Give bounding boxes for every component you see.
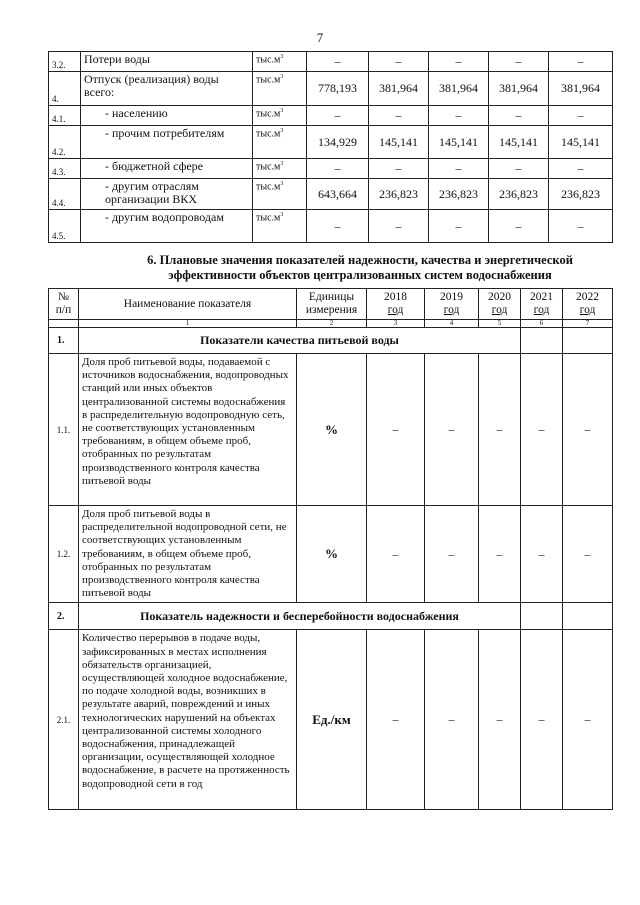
value-cell: – <box>367 506 425 603</box>
value-cell: – <box>367 354 425 506</box>
row-unit: $тыс.м^3$ <box>253 52 307 72</box>
column-number: 2 <box>297 320 367 328</box>
value-cell: – <box>429 210 489 243</box>
value-cell: – <box>367 630 425 810</box>
value-cell: – <box>307 52 369 72</box>
header-year: 2019 год <box>425 289 479 320</box>
value-cell: – <box>307 159 369 179</box>
empty-cell <box>563 328 613 354</box>
value-cell: – <box>549 210 613 243</box>
row-number: 1.2. <box>49 506 79 603</box>
value-cell: 236,823 <box>369 179 429 210</box>
value-cell: 145,141 <box>369 126 429 159</box>
value-cell: – <box>549 159 613 179</box>
value-cell: – <box>425 630 479 810</box>
column-number: 4 <box>425 320 479 328</box>
value-cell: – <box>425 354 479 506</box>
value-cell: – <box>369 106 429 126</box>
value-cell: 145,141 <box>489 126 549 159</box>
section-title-line1: 6. Плановые значения показателей надежности, качества и энергетической <box>147 253 573 267</box>
row-unit: $тыс.м^3$ <box>253 126 307 159</box>
row-name: Количество перерывов в подаче воды, зафиксированных в местах исполнения обязательств организацией, осуществляющей холодное водоснабжение, по подаче холодной воды, возникших в результате аварий, повреждений и иных технологических нарушений на объектах централизованной системы холодного водоснабжения, принадлежащей организации, осуществляющей холодное водоснабжение, в расчете на протяженность водопроводной сети в год <box>79 630 297 810</box>
header-year: 2021 год <box>521 289 563 320</box>
table-row <box>49 106 613 126</box>
row-name: Отпуск (реализация) воды всего: <box>81 72 253 106</box>
column-number: 7 <box>563 320 613 328</box>
value-cell: – <box>489 210 549 243</box>
empty-cell <box>521 328 563 354</box>
column-number: 1 <box>79 320 297 328</box>
empty-cell <box>521 603 563 630</box>
value-cell: 778,193 <box>307 72 369 106</box>
page-number: 7 <box>316 30 324 45</box>
row-number: 4.2. <box>49 126 81 159</box>
value-cell: – <box>549 106 613 126</box>
column-number: 3 <box>367 320 425 328</box>
row-unit: Ед./км <box>297 630 367 810</box>
value-cell: – <box>429 159 489 179</box>
value-cell: 643,664 <box>307 179 369 210</box>
water-balance-table <box>48 51 613 243</box>
value-cell: – <box>549 52 613 72</box>
row-unit: % <box>297 354 367 506</box>
row-number: 4. <box>49 72 81 106</box>
section-row <box>49 603 613 630</box>
table-row <box>49 506 613 603</box>
table-row <box>49 72 613 106</box>
section-title-line2: эффективности объектов централизованных систем водоснабжения <box>168 268 552 282</box>
value-cell: – <box>429 106 489 126</box>
row-unit: % <box>297 506 367 603</box>
row-number: 4.1. <box>49 106 81 126</box>
value-cell: – <box>369 159 429 179</box>
value-cell: – <box>563 506 613 603</box>
row-name: Доля проб питьевой воды в распределительной водопроводной сети, не соответствующих установленным требованиям, в общем объеме проб, отобранных по результатам производственного контроля качества питьевой воды <box>79 506 297 603</box>
value-cell: – <box>521 506 563 603</box>
value-cell: – <box>425 506 479 603</box>
table-row <box>49 210 613 243</box>
value-cell: – <box>307 210 369 243</box>
row-name: Потери воды <box>81 52 253 72</box>
section-number: 1. <box>49 328 79 354</box>
row-unit: $тыс.м^3$ <box>253 72 307 106</box>
value-cell: 381,964 <box>489 72 549 106</box>
value-cell: – <box>479 630 521 810</box>
section-number: 2. <box>49 603 79 630</box>
row-name: - населению <box>81 106 253 126</box>
row-number: 4.4. <box>49 179 81 210</box>
table-row <box>49 179 613 210</box>
header-year: 2022 год <box>563 289 613 320</box>
row-name: - прочим потребителям <box>81 126 253 159</box>
value-cell: 381,964 <box>369 72 429 106</box>
table-row <box>49 52 613 72</box>
row-number: 4.5. <box>49 210 81 243</box>
row-number: 2.1. <box>49 630 79 810</box>
row-name: - другим отраслям организации ВКХ <box>81 179 253 210</box>
header-year: 2018 год <box>367 289 425 320</box>
header-row <box>49 289 613 320</box>
section-row <box>49 328 613 354</box>
row-number: 3.2. <box>49 52 81 72</box>
row-unit: $тыс.м^3$ <box>253 159 307 179</box>
column-numbers-row <box>49 320 613 328</box>
row-unit: $тыс.м^3$ <box>253 179 307 210</box>
value-cell: – <box>429 52 489 72</box>
value-cell: 236,823 <box>489 179 549 210</box>
value-cell: – <box>489 159 549 179</box>
column-number: 5 <box>479 320 521 328</box>
column-number: 6 <box>521 320 563 328</box>
header-name: Наименование показателя <box>79 289 297 320</box>
header-year: 2020 год <box>479 289 521 320</box>
value-cell: – <box>563 630 613 810</box>
row-name: - другим водопроводам <box>81 210 253 243</box>
value-cell: 381,964 <box>549 72 613 106</box>
table-row <box>49 126 613 159</box>
header-num: № п/п <box>49 289 79 320</box>
table-row <box>49 354 613 506</box>
value-cell: – <box>489 106 549 126</box>
row-unit: $тыс.м^3$ <box>253 210 307 243</box>
value-cell: – <box>307 106 369 126</box>
value-cell: – <box>479 506 521 603</box>
row-name: - бюджетной сфере <box>81 159 253 179</box>
row-number: 4.3. <box>49 159 81 179</box>
value-cell: 134,929 <box>307 126 369 159</box>
row-name: Доля проб питьевой воды, подаваемой с источников водоснабжения, водопроводных станций или иных объектов централизованной системы водоснабжения в распределительную водопроводную сеть, не соответствующих установленным требованиям, в общем объеме проб, отобранных по результатам производственного контроля качества питьевой воды <box>79 354 297 506</box>
row-unit: $тыс.м^3$ <box>253 106 307 126</box>
value-cell: – <box>563 354 613 506</box>
row-number: 1.1. <box>49 354 79 506</box>
value-cell: – <box>369 52 429 72</box>
value-cell: – <box>479 354 521 506</box>
value-cell: – <box>489 52 549 72</box>
value-cell: 145,141 <box>429 126 489 159</box>
value-cell: 236,823 <box>549 179 613 210</box>
header-unit: Единицы измерения <box>297 289 367 320</box>
empty-cell <box>563 603 613 630</box>
indicators-table <box>48 288 613 810</box>
column-number <box>49 320 79 328</box>
value-cell: 145,141 <box>549 126 613 159</box>
table-row <box>49 630 613 810</box>
value-cell: 381,964 <box>429 72 489 106</box>
value-cell: – <box>521 354 563 506</box>
section-title: Показатели качества питьевой воды <box>79 328 521 354</box>
value-cell: – <box>369 210 429 243</box>
table-row <box>49 159 613 179</box>
value-cell: 236,823 <box>429 179 489 210</box>
section-title: Показатель надежности и бесперебойности водоснабжения <box>79 603 521 630</box>
value-cell: – <box>521 630 563 810</box>
